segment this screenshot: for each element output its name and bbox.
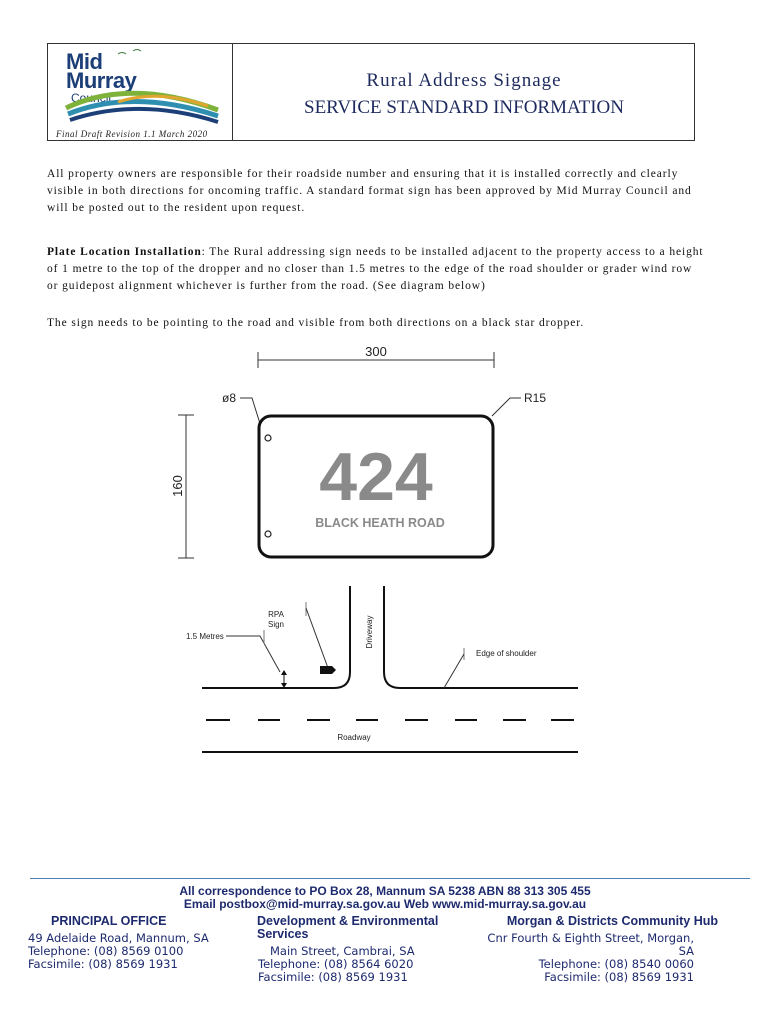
roadway-label: Roadway <box>337 733 371 742</box>
pointing-paragraph: The sign needs to be pointing to the road and visible from both directions on a black star dropper. <box>47 317 585 329</box>
corner-radius-label: R15 <box>524 391 547 405</box>
rpa-label-line-2: Sign <box>267 620 285 629</box>
office-fax: Facsimile: (08) 8569 1931 <box>258 970 408 984</box>
width-dimension-label: 300 <box>365 344 387 359</box>
driveway-label: Driveway <box>365 615 374 649</box>
rpa-sign-marker-icon <box>320 666 336 674</box>
site-layout-diagram <box>0 580 770 760</box>
shoulder-label: Edge of shoulder <box>476 649 537 658</box>
revision-note: Final Draft Revision 1.1 March 2020 <box>56 129 208 139</box>
plate-text: : The Rural addressing sign needs to be installed adjacent to the property access to a height of 1 metre to the top of the dropper and no closer than 1.5 metres to the edge of the road shoulder or grader wind row or guidepost alignment whichever is further from the road. (See diagram below) <box>47 246 704 292</box>
office-development <box>252 915 492 984</box>
office-phone: Telephone: (08) 8540 0060 <box>538 957 694 971</box>
sign-diagram <box>0 340 770 570</box>
office-morgan <box>478 915 718 984</box>
sign-number: 424 <box>319 439 433 515</box>
logo-cell <box>48 44 233 140</box>
office-principal <box>28 915 228 971</box>
logo-line-2: Murray <box>66 68 137 93</box>
office-phone: Telephone: (08) 8564 6020 <box>258 957 414 971</box>
plate-paragraph <box>47 244 707 295</box>
page-title: Rural Address Signage <box>366 70 562 91</box>
logo-line-3: Council <box>71 91 112 105</box>
hole-diameter-label: ø8 <box>222 391 237 405</box>
office-address: 49 Adelaide Road, Mannum, SA <box>28 931 209 945</box>
footer-contact: Email postbox@mid-murray.sa.gov.au Web www.mid-murray.sa.gov.au <box>183 897 587 911</box>
office-fax: Facsimile: (08) 8569 1931 <box>28 957 178 971</box>
plate-label: Plate Location Installation <box>47 246 202 258</box>
office-address: Cnr Fourth & Eighth Street, Morgan, SA <box>487 931 694 958</box>
office-phone: Telephone: (08) 8569 0100 <box>28 944 184 958</box>
rpa-label-line-1: RPA <box>268 610 284 619</box>
sign-road-name: BLACK HEATH ROAD <box>315 516 445 530</box>
office-heading: PRINCIPAL OFFICE <box>51 914 167 928</box>
office-heading: Morgan & Districts Community Hub <box>506 914 718 928</box>
height-dimension-label: 160 <box>170 475 185 497</box>
office-fax: Facsimile: (08) 8569 1931 <box>544 970 694 984</box>
office-heading: Development & Environmental Services <box>257 914 439 941</box>
logo-swoosh-icon <box>58 48 228 128</box>
footer-divider <box>30 878 750 879</box>
office-address: Main Street, Cambrai, SA <box>270 944 415 958</box>
logo-line-1: Mid <box>66 49 103 74</box>
footer-correspondence: All correspondence to PO Box 28, Mannum SA 5238 ABN 88 313 305 455 <box>179 884 591 898</box>
intro-paragraph: All property owners are responsible for their roadside number and ensuring that it is installed correctly and clearly visible in both directions for oncoming traffic. A standard format sign has been approved by Mid Murray Council and will be posted out to the resident upon request. <box>47 168 692 214</box>
distance-label: 1.5 Metres <box>186 632 224 641</box>
page-subtitle: SERVICE STANDARD INFORMATION <box>304 97 624 118</box>
document-header <box>47 43 695 141</box>
